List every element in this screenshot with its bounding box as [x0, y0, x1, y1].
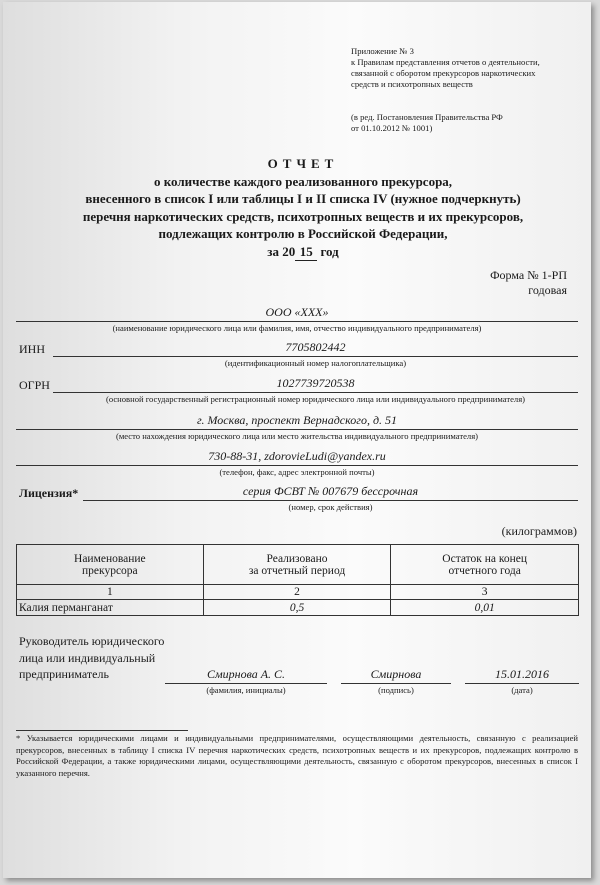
inn-field[interactable]: 7705802442	[53, 340, 578, 357]
form-period: годовая	[528, 283, 567, 297]
year-prefix: за 20	[267, 243, 296, 259]
inn-caption: (идентификационный номер налогоплательщика)	[224, 358, 407, 368]
title-line: подлежащих контролю в Российской Федерации,	[158, 226, 448, 241]
table-number-row	[17, 585, 579, 600]
table-header-cell: Остаток на конец отчетного года	[391, 545, 579, 585]
table-cell: 1	[17, 585, 204, 600]
document-page	[3, 2, 591, 878]
table-header-cell: Реализовано за отчетный период	[203, 545, 391, 585]
org-name-caption: (наименование юридического лица или фамилия, имя, отчество индивидуального предпринимателя)	[112, 323, 482, 333]
precursor-table	[16, 544, 579, 616]
inn-label: ИНН	[19, 342, 45, 356]
contacts-field[interactable]: 730-88-31, zdorovieLudi@yandex.ru	[16, 449, 578, 466]
form-number-block	[490, 268, 567, 298]
annex-line: Приложение № 3	[351, 46, 414, 56]
footnote: * Указывается юридическими лицами и индивидуальными предпринимателями, осуществляющими деятельность, связанную с реализацией прекурсоров, внесенных в таблицу I списка IV перечня наркотических средств, психотропных веществ и их прекурсоров, подлежащих контролю в Российской Федерации, а также юридическими лицами, осуществляющими деятельность, связанную с оборотом прекурсоров, внесенных в список I указанного перечня.	[16, 733, 578, 778]
table-row	[17, 600, 579, 616]
amendment-line: от 01.10.2012 № 1001)	[351, 123, 433, 133]
annex-line: к Правилам представления отчетов о деятельности,	[351, 57, 540, 67]
signer-name-field[interactable]: Смирнова А. С.	[165, 667, 327, 684]
table-header-cell: Наименование прекурсора	[17, 545, 204, 585]
annex-block	[351, 46, 591, 90]
year-suffix: год	[320, 243, 339, 259]
annex-line: связанной с оборотом прекурсоров наркотических	[351, 68, 536, 78]
address-field[interactable]: г. Москва, проспект Вернадского, д. 51	[16, 413, 578, 430]
license-field[interactable]: серия ФСВТ № 007679 бессрочная	[83, 484, 578, 501]
unit-label: (килограммов)	[501, 524, 577, 538]
title-line: внесенного в список I или таблицы I и II списка IV (нужное подчеркнуть)	[85, 191, 521, 206]
year-value[interactable]: 15	[295, 243, 317, 262]
address-caption: (место нахождения юридического лица или место жительства индивидуального предпринимателя)	[115, 431, 479, 441]
amendment-block	[351, 112, 591, 134]
ogrn-label: ОГРН	[19, 378, 50, 392]
org-name-field[interactable]: ООО «XXX»	[16, 305, 578, 322]
amendment-line: (в ред. Постановления Правительства РФ	[351, 112, 503, 122]
table-header-row	[17, 545, 579, 585]
ogrn-caption: (основной государственный регистрационный номер юридического лица или индивидуального предпринимателя)	[105, 394, 526, 404]
footnote-divider	[16, 730, 188, 731]
contacts-caption: (телефон, факс, адрес электронной почты)	[219, 467, 375, 477]
table-cell[interactable]: 0,5	[203, 600, 391, 616]
date-caption: (дата)	[511, 685, 533, 695]
title-line: перечня наркотических средств, психотропных веществ и их прекурсоров,	[82, 208, 524, 224]
title-line: о количестве каждого реализованного прекурсора,	[153, 173, 453, 189]
signer-name-caption: (фамилия, инициалы)	[206, 685, 286, 695]
license-caption: (номер, срок действия)	[288, 502, 373, 512]
report-title	[3, 155, 600, 261]
signature-caption: (подпись)	[378, 685, 414, 695]
title-year-line	[3, 243, 600, 262]
license-label: Лицензия*	[19, 486, 79, 500]
ogrn-field[interactable]: 1027739720538	[53, 376, 578, 393]
title-word: ОТЧЕТ	[267, 156, 339, 171]
table-cell[interactable]: Калия перманганат	[17, 600, 204, 616]
form-number: Форма № 1-РП	[490, 268, 567, 282]
table-cell[interactable]: 0,01	[391, 600, 579, 616]
signature-field[interactable]: Смирнова	[341, 667, 451, 684]
annex-line: средств и психотропных веществ	[351, 79, 473, 89]
date-field[interactable]: 15.01.2016	[465, 667, 579, 684]
signer-label: Руководитель юридического лица или индивидуальный предприниматель	[19, 634, 165, 681]
table-cell: 2	[203, 585, 391, 600]
table-cell: 3	[391, 585, 579, 600]
